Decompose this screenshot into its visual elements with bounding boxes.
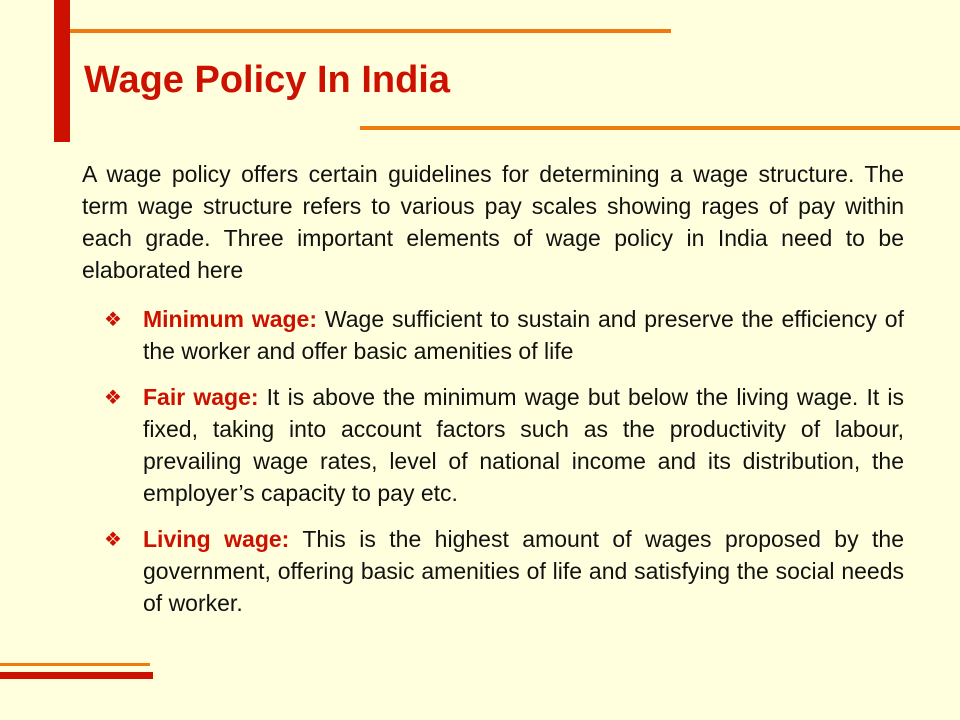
title-underline-accent	[360, 126, 960, 130]
bullet-term: Living wage:	[143, 526, 290, 552]
bottom-red-accent-line	[0, 672, 153, 679]
bullet-fair-wage	[100, 381, 904, 509]
intro-paragraph: A wage policy offers certain guidelines for determining a wage structure. The term wage structure refers to various pay scales showing rages of pay within each grade. Three important elements of wage policy in India need to be elaborated here	[82, 161, 904, 283]
vertical-accent-bar	[54, 0, 70, 142]
bullet-living-wage	[100, 523, 904, 619]
bullet-minimum-wage	[100, 303, 904, 367]
bullet-text: It is above the minimum wage but below the living wage. It is fixed, taking into account factors such as the productivity of labour, prevailing wage rates, level of national income and its distribution, the employer’s capacity to pay etc.	[143, 384, 904, 506]
bullet-term: Fair wage:	[143, 384, 259, 410]
diamond-bullet-icon: ❖	[104, 527, 122, 551]
bullet-text: This is the highest amount of wages proposed by the government, offering basic amenities of life and satisfying the social needs of worker.	[143, 526, 904, 616]
bullet-term: Minimum wage:	[143, 306, 317, 332]
slide-title: Wage Policy In India	[84, 59, 450, 101]
top-accent-line	[70, 29, 671, 33]
bottom-orange-accent-line	[0, 663, 150, 666]
bullet-list	[100, 303, 904, 633]
diamond-bullet-icon: ❖	[104, 385, 122, 409]
bullet-text: Wage sufficient to sustain and preserve the efficiency of the worker and offer basic amenities of life	[143, 306, 904, 364]
diamond-bullet-icon: ❖	[104, 307, 122, 331]
